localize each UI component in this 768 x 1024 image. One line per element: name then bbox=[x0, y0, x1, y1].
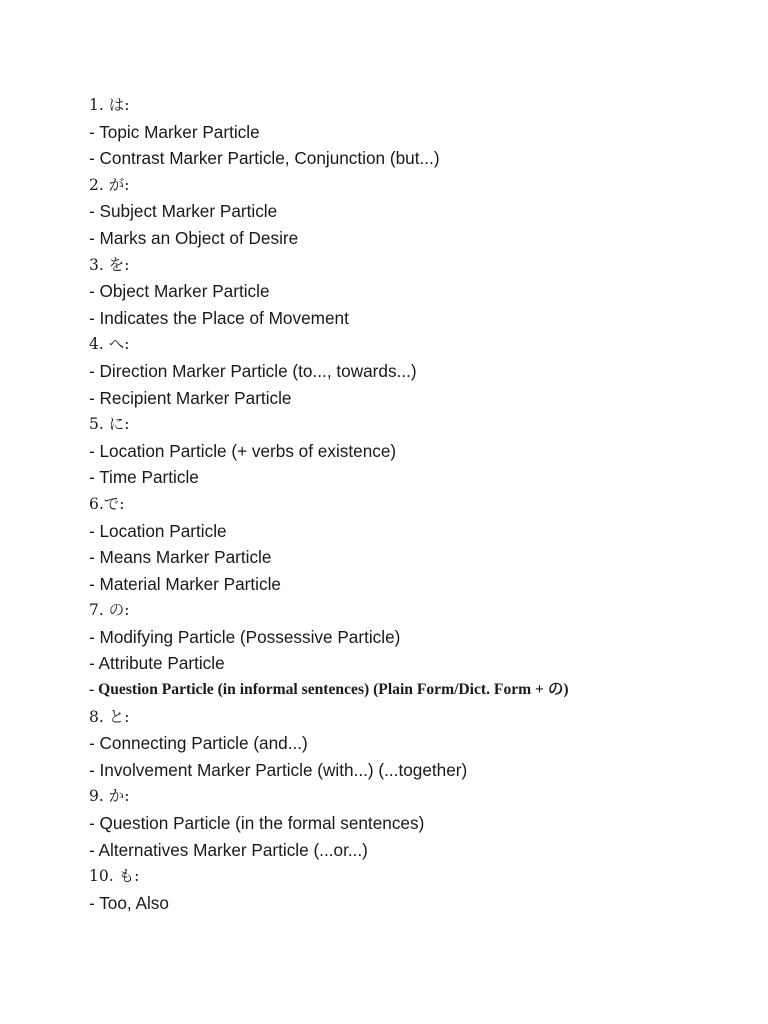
document-page bbox=[89, 92, 729, 916]
particle-item: - Attribute Particle bbox=[89, 653, 225, 674]
particle-item: - Marks an Object of Desire bbox=[89, 227, 299, 248]
particle-item: - Direction Marker Particle (to..., towards...) bbox=[89, 360, 417, 381]
particle-item: - Location Particle (+ verbs of existence) bbox=[89, 440, 397, 461]
particle-item: - Topic Marker Particle bbox=[89, 121, 260, 142]
particle-heading-7: 7. の: bbox=[89, 601, 130, 620]
particle-item: - Question Particle (in the formal sentences) bbox=[89, 813, 425, 834]
particle-item: - Involvement Marker Particle (with...) (...together) bbox=[89, 759, 468, 780]
particle-item: - Recipient Marker Particle bbox=[89, 387, 292, 408]
particle-heading-3: 3. を: bbox=[89, 255, 130, 274]
particle-heading-10: 10. も: bbox=[89, 867, 140, 886]
particle-item-serif: - Question Particle (in informal sentences) (Plain Form/Dict. Form + の) bbox=[89, 681, 569, 699]
particle-item: - Connecting Particle (and...) bbox=[89, 733, 308, 754]
particle-heading-4: 4. へ: bbox=[89, 335, 130, 354]
particle-item: - Location Particle bbox=[89, 520, 227, 541]
particle-heading-6: 6.で: bbox=[89, 494, 125, 513]
particle-item: - Subject Marker Particle bbox=[89, 201, 278, 222]
particle-item: - Contrast Marker Particle, Conjunction (but...) bbox=[89, 148, 440, 169]
particle-item: - Modifying Particle (Possessive Particle) bbox=[89, 626, 401, 647]
particle-heading-1: 1. は: bbox=[89, 96, 130, 114]
particle-item: - Time Particle bbox=[89, 467, 199, 488]
particle-item: - Material Marker Particle bbox=[89, 573, 281, 594]
particle-heading-9: 9. か: bbox=[89, 787, 130, 806]
particle-item: - Indicates the Place of Movement bbox=[89, 307, 349, 328]
particle-item: - Alternatives Marker Particle (...or...) bbox=[89, 839, 368, 860]
particle-item: - Too, Also bbox=[89, 892, 169, 913]
particle-heading-2: 2. が: bbox=[89, 175, 130, 194]
particle-item: - Object Marker Particle bbox=[89, 281, 270, 302]
particle-heading-5: 5. に: bbox=[89, 415, 130, 434]
particle-heading-8: 8. と: bbox=[89, 707, 130, 726]
particle-item: - Means Marker Particle bbox=[89, 547, 272, 568]
